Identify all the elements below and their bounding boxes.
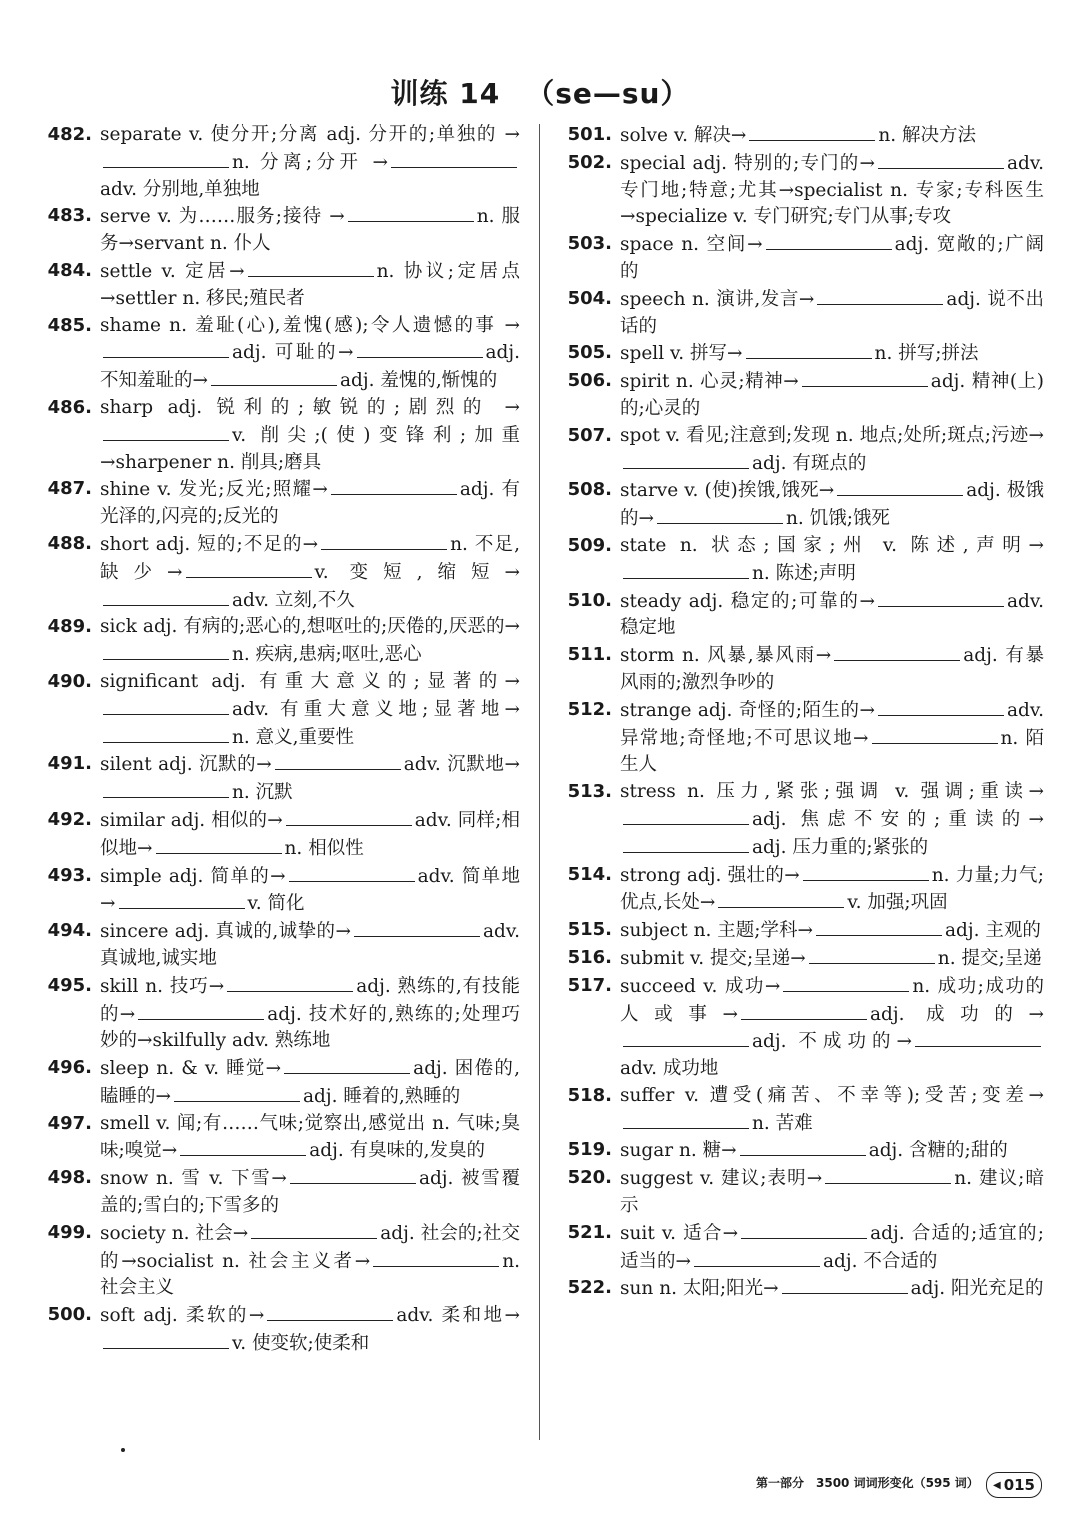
entry-number: 496.	[47, 1057, 92, 1079]
entry-text: sugar n. 糖→ adj. 含糖的;甜的	[620, 1137, 1044, 1165]
answer-blank[interactable]	[623, 560, 749, 579]
vocab-entry	[556, 533, 1044, 588]
vocab-entry	[36, 751, 520, 807]
entry-number: 483.	[47, 205, 92, 227]
answer-blank[interactable]	[289, 863, 415, 882]
entry-text: snow n. 雪 v. 下雪→ adj. 被雪覆盖的;雪白的;下雪多的	[100, 1165, 520, 1220]
vocab-entry	[556, 779, 1044, 861]
entry-text: shine v. 发光;反光;照耀→ adj. 有光泽的,闪亮的;反光的	[100, 476, 520, 531]
vocab-entry	[556, 122, 1044, 150]
answer-blank[interactable]	[623, 1028, 749, 1047]
vocab-entry	[556, 1165, 1044, 1220]
answer-blank[interactable]	[783, 973, 909, 992]
entry-number: 516.	[567, 946, 612, 968]
entry-number: 482.	[47, 124, 92, 145]
vocab-entry	[556, 1137, 1044, 1165]
entry-number: 491.	[47, 753, 92, 775]
right-column	[556, 122, 1044, 1303]
entry-number: 503.	[567, 233, 612, 255]
vocab-entry	[36, 1111, 520, 1166]
vocab-entry	[36, 395, 520, 476]
answer-blank[interactable]	[782, 1275, 908, 1294]
answer-blank[interactable]	[817, 286, 943, 305]
answer-blank[interactable]	[103, 696, 229, 715]
vocab-entry	[556, 231, 1044, 286]
answer-blank[interactable]	[290, 1165, 416, 1184]
vocab-entry	[36, 476, 520, 531]
footer-section: 第一部分 3500 词词形变化（595 词）	[756, 1476, 979, 1490]
vocab-entry	[556, 423, 1044, 478]
answer-blank[interactable]	[809, 945, 935, 964]
answer-blank[interactable]	[248, 258, 374, 277]
vocab-entry	[36, 203, 520, 258]
entry-text: suffer v. 遭受(痛苦、不幸等);受苦;变差→n. 苦难	[620, 1084, 1044, 1134]
answer-blank[interactable]	[103, 339, 229, 358]
answer-blank[interactable]	[348, 203, 474, 222]
entry-number: 511.	[567, 644, 612, 666]
vocab-entry	[36, 1055, 520, 1111]
entry-number: 487.	[47, 478, 92, 500]
vocab-entry	[556, 862, 1044, 918]
vocab-entry	[36, 1302, 520, 1358]
answer-blank[interactable]	[211, 367, 337, 386]
vocab-entry	[556, 642, 1044, 697]
entry-number: 515.	[567, 919, 612, 941]
entry-text: simple adj. 简单的→ adv. 简单地→ v. 简化	[100, 863, 520, 919]
answer-blank[interactable]	[837, 477, 963, 496]
entry-text: soft adj. 柔软的→ adv. 柔和地→v. 使变软;使柔和	[100, 1302, 520, 1358]
entry-text: strange adj. 奇怪的;陌生的→ adv. 异常地;奇怪地;不可思议地→ n. 陌生人	[620, 697, 1044, 779]
vocab-entry	[556, 945, 1044, 973]
answer-blank[interactable]	[321, 531, 447, 550]
entry-number: 490.	[47, 670, 92, 692]
entry-number: 493.	[47, 864, 92, 886]
answer-blank[interactable]	[741, 1001, 867, 1020]
entry-text: suit v. 适合→ adj. 合适的;适宜的;适当的→ adj. 不合适的	[620, 1220, 1044, 1276]
entry-number: 492.	[47, 808, 92, 830]
entry-text: storm n. 风暴,暴风雨→ adj. 有暴风雨的;激烈争吵的	[620, 642, 1044, 697]
entry-number: 499.	[47, 1221, 92, 1243]
entry-text: shame n. 羞耻(心),羞愧(感);令人遗憾的事 →adj. 可耻的→ adj. 不知羞耻的→ adj. 羞愧的,惭愧的	[100, 314, 520, 392]
entry-number: 506.	[567, 370, 612, 392]
vocab-entry	[556, 286, 1044, 341]
answer-blank[interactable]	[623, 834, 749, 853]
answer-blank[interactable]	[878, 588, 1004, 607]
vocab-entry	[556, 340, 1044, 368]
answer-blank[interactable]	[103, 149, 229, 168]
entry-text: separate v. 使分开;分离 adj. 分开的;单独的 →n. 分离;分开 →adv. 分别地,单独地	[100, 124, 520, 200]
vocab-entry	[556, 697, 1044, 779]
stray-dot	[121, 1448, 125, 1452]
vocab-entry	[36, 122, 520, 203]
entry-number: 513.	[567, 781, 612, 803]
answer-blank[interactable]	[275, 751, 401, 770]
entry-text: short adj. 短的;不足的→ n. 不足,缺少→ v. 变短,缩短→adv. 立刻,不久	[100, 531, 520, 614]
entry-text: stress n. 压力,紧张;强调 v. 强调;重读→adj. 焦虑不安的;重读的→adj. 压力重的;紧张的	[620, 781, 1044, 858]
answer-blank[interactable]	[103, 724, 229, 743]
entry-number: 498.	[47, 1167, 92, 1189]
answer-blank[interactable]	[156, 835, 282, 854]
entry-number: 489.	[47, 616, 92, 638]
answer-blank[interactable]	[623, 1110, 749, 1129]
answer-blank[interactable]	[878, 150, 1004, 169]
entry-text: succeed v. 成功→ n. 成功;成功的人或事→ adj. 成功的→adj. 不成功的→adv. 成功地	[620, 973, 1044, 1083]
answer-blank[interactable]	[746, 340, 872, 359]
entry-number: 520.	[567, 1167, 612, 1189]
answer-blank[interactable]	[834, 642, 960, 661]
entry-number: 486.	[47, 396, 92, 418]
entry-text: sharp adj. 锐利的;敏锐的;剧烈的 →v. 削尖;(使)变锋利;加重→sharpener n. 削具;磨具	[100, 396, 520, 473]
answer-blank[interactable]	[878, 697, 1004, 716]
entry-text: similar adj. 相似的→ adv. 同样;相似地→ n. 相似性	[100, 807, 520, 863]
entry-text: steady adj. 稳定的;可靠的→ adv. 稳定地	[620, 588, 1044, 643]
entry-number: 495.	[47, 974, 92, 996]
entry-number: 485.	[47, 314, 92, 336]
answer-blank[interactable]	[872, 725, 998, 744]
answer-blank[interactable]	[357, 339, 483, 358]
page-title	[0, 72, 1080, 112]
entry-number: 514.	[567, 863, 612, 885]
vocab-entry	[556, 1275, 1044, 1303]
answer-blank[interactable]	[186, 559, 312, 578]
vocab-entry	[36, 614, 520, 669]
entry-text: space n. 空间→ adj. 宽敞的;广阔的	[620, 231, 1044, 286]
entry-number: 517.	[567, 974, 612, 996]
vocab-entry	[556, 973, 1044, 1083]
vocab-entry	[556, 368, 1044, 423]
entry-text: spirit n. 心灵;精神→ adj. 精神(上)的;心灵的	[620, 368, 1044, 423]
answer-blank[interactable]	[802, 368, 928, 387]
entry-number: 510.	[567, 589, 612, 611]
vocab-entry	[36, 863, 520, 919]
answer-blank[interactable]	[373, 1248, 499, 1267]
vocab-entry	[36, 258, 520, 313]
answer-blank[interactable]	[657, 505, 783, 524]
entry-number: 497.	[47, 1112, 92, 1134]
title-main: 训练 14	[390, 77, 501, 110]
answer-blank[interactable]	[331, 476, 457, 495]
answer-blank[interactable]	[267, 1302, 393, 1321]
entry-text: silent adj. 沉默的→ adv. 沉默地→n. 沉默	[100, 751, 520, 807]
entry-number: 505.	[567, 342, 612, 364]
vocab-entry	[36, 807, 520, 863]
entry-text: smell v. 闻;有……气味;觉察出,感觉出 n. 气味;臭味;嗅觉→ adj. 有臭味的,发臭的	[100, 1112, 520, 1162]
entry-number: 518.	[567, 1084, 612, 1106]
entry-text: settle v. 定居→ n. 协议;定居点→settler n. 移民;殖民者	[100, 258, 520, 313]
answer-blank[interactable]	[740, 1137, 866, 1156]
answer-blank[interactable]	[138, 1001, 264, 1020]
triangle-left-icon: ◀	[992, 1479, 1001, 1491]
entry-text: starve v. (使)挨饿,饿死→ adj. 极饿的→ n. 饥饿;饿死	[620, 477, 1044, 533]
answer-blank[interactable]	[718, 889, 844, 908]
answer-blank[interactable]	[103, 779, 229, 798]
entry-number: 502.	[567, 151, 612, 173]
answer-blank[interactable]	[749, 122, 875, 141]
answer-blank[interactable]	[103, 1330, 229, 1349]
answer-blank[interactable]	[816, 917, 942, 936]
page-number-badge	[986, 1472, 1042, 1498]
entry-text: serve v. 为……服务;接待 → n. 服务→servant n. 仆人	[100, 203, 520, 258]
entry-text: state n. 状态;国家;州 v. 陈述,声明→n. 陈述;声明	[620, 534, 1044, 584]
answer-blank[interactable]	[694, 1248, 820, 1267]
page-number: 015	[1003, 1476, 1035, 1494]
answer-blank[interactable]	[354, 918, 480, 937]
answer-blank[interactable]	[391, 149, 517, 168]
vocab-entry	[556, 1220, 1044, 1276]
vocab-entry	[36, 973, 520, 1055]
answer-blank[interactable]	[180, 1137, 306, 1156]
entry-text: sincere adj. 真诚的,诚挚的→ adv. 真诚地,诚实地	[100, 918, 520, 973]
entry-text: sick adj. 有病的;恶心的,想呕吐的;厌倦的,厌恶的→n. 疾病,患病;呕吐,恶心	[100, 616, 520, 666]
answer-blank[interactable]	[284, 1055, 410, 1074]
vocab-entry	[36, 313, 520, 395]
answer-blank[interactable]	[623, 806, 749, 825]
answer-blank[interactable]	[103, 587, 229, 606]
entry-number: 484.	[47, 259, 92, 281]
vocab-entry	[556, 1083, 1044, 1138]
entry-number: 509.	[567, 534, 612, 556]
vocab-entry	[556, 588, 1044, 643]
vocab-entry	[36, 1220, 520, 1302]
answer-blank[interactable]	[766, 231, 892, 250]
vocab-entry	[556, 917, 1044, 945]
answer-blank[interactable]	[803, 862, 929, 881]
entry-text: skill n. 技巧→ adj. 熟练的,有技能的→ adj. 技术好的,熟练的;处理巧妙的→skilfully adv. 熟练地	[100, 973, 520, 1055]
entry-number: 488.	[47, 532, 92, 554]
entry-number: 521.	[567, 1221, 612, 1243]
entry-text: subject n. 主题;学科→ adj. 主观的	[620, 917, 1044, 945]
vocab-entry	[36, 669, 520, 751]
entry-text: sun n. 太阳;阳光→ adj. 阳光充足的	[620, 1275, 1044, 1303]
answer-blank[interactable]	[623, 450, 749, 469]
answer-blank[interactable]	[227, 973, 353, 992]
answer-blank[interactable]	[103, 641, 229, 660]
entry-number: 500.	[47, 1304, 92, 1326]
entry-text: suggest v. 建议;表明→ n. 建议;暗示	[620, 1165, 1044, 1220]
vocab-entry	[556, 150, 1044, 231]
answer-blank[interactable]	[174, 1083, 300, 1102]
entry-number: 508.	[567, 479, 612, 501]
entry-text: society n. 社会→ adj. 社会的;社交的→socialist n. 社会主义者→ n. 社会主义	[100, 1220, 520, 1302]
column-divider	[539, 124, 540, 1440]
entry-text: speech n. 演讲,发言→ adj. 说不出话的	[620, 286, 1044, 341]
title-range: （se—su）	[526, 77, 690, 110]
answer-blank[interactable]	[251, 1220, 377, 1239]
answer-blank[interactable]	[741, 1220, 867, 1239]
answer-blank[interactable]	[119, 890, 245, 909]
entry-number: 507.	[567, 424, 612, 446]
answer-blank[interactable]	[103, 422, 229, 441]
entry-text: significant adj. 有重大意义的;显著的→adv. 有重大意义地;显著地→n. 意义,重要性	[100, 670, 520, 748]
answer-blank[interactable]	[825, 1165, 951, 1184]
entry-number: 501.	[567, 124, 612, 145]
vocab-entry	[36, 1165, 520, 1220]
entry-text: sleep n. & v. 睡觉→ adj. 困倦的,瞌睡的→ adj. 睡着的,熟睡的	[100, 1055, 520, 1111]
answer-blank[interactable]	[286, 807, 412, 826]
vocab-entry	[36, 918, 520, 973]
vocab-entry	[36, 531, 520, 614]
entry-number: 494.	[47, 920, 92, 942]
entry-number: 522.	[567, 1277, 612, 1299]
entry-text: strong adj. 强壮的→ n. 力量;力气;优点,长处→ v. 加强;巩固	[620, 862, 1044, 918]
entry-text: solve v. 解决→ n. 解决方法	[620, 122, 1044, 150]
entry-number: 519.	[567, 1139, 612, 1161]
entry-number: 504.	[567, 287, 612, 309]
left-column	[36, 122, 520, 1358]
answer-blank[interactable]	[915, 1028, 1041, 1047]
entry-number: 512.	[567, 698, 612, 720]
entry-text: spell v. 拼写→ n. 拼写;拼法	[620, 340, 1044, 368]
entry-text: spot v. 看见;注意到;发现 n. 地点;处所;斑点;污迹→adj. 有斑点的	[620, 424, 1044, 474]
entry-text: submit v. 提交;呈递→ n. 提交;呈递	[620, 945, 1044, 973]
entry-text: special adj. 特别的;专门的→ adv. 专门地;特意;尤其→specialist n. 专家;专科医生→specialize v. 专门研究;专门从事;专攻	[620, 150, 1044, 231]
vocab-entry	[556, 477, 1044, 533]
